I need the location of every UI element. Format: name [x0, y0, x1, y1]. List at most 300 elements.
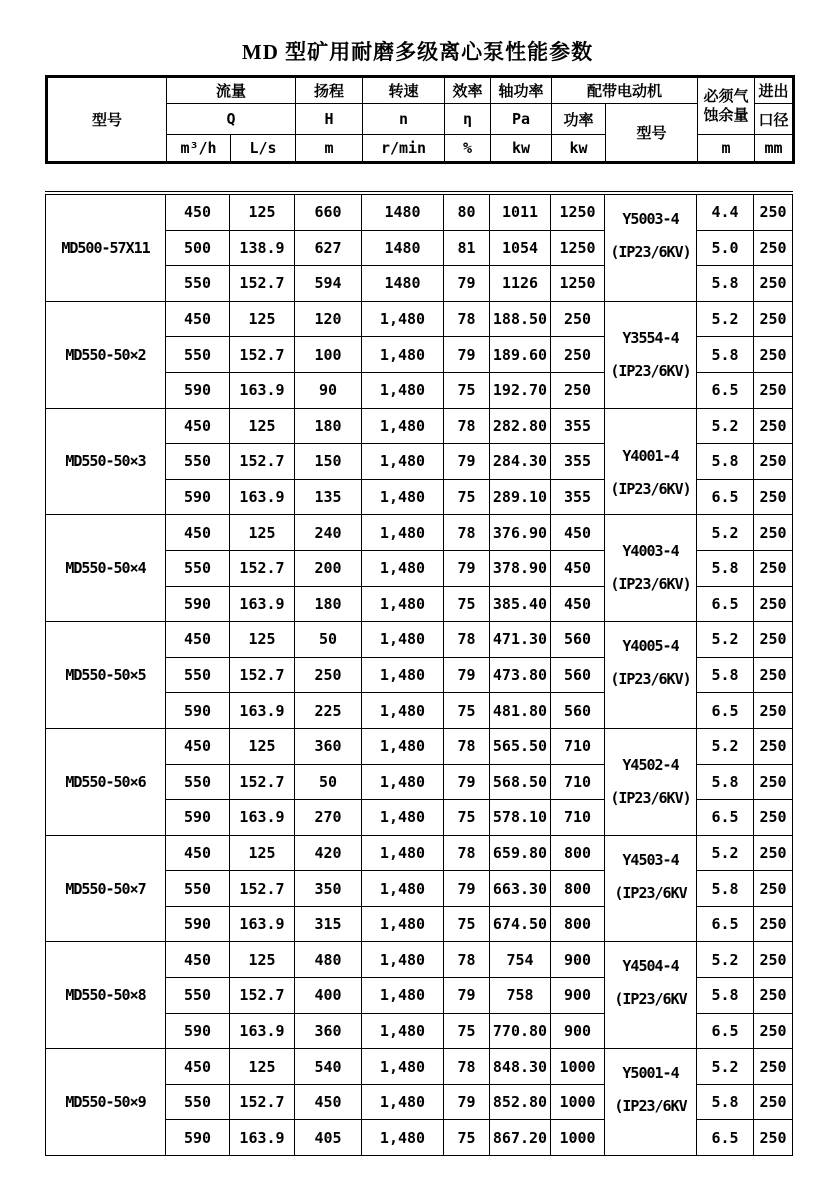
flow-ls-cell: 125: [230, 301, 295, 337]
unit-flow-m3h: m³/h: [167, 135, 231, 163]
pump-data-table: [45, 191, 793, 1156]
shaft-power-cell: 852.80: [490, 1084, 551, 1120]
port-cell: 250: [754, 728, 793, 764]
head-cell: 270: [295, 800, 362, 836]
flow-m3h-cell: 590: [166, 1120, 230, 1156]
pump-model-cell: MD550-50×2: [46, 301, 166, 408]
flow-ls-cell: 125: [230, 193, 295, 230]
speed-cell: 1,480: [362, 515, 444, 551]
col-header-efficiency-symbol: η: [445, 104, 491, 135]
motor-model-cell: [605, 1049, 697, 1156]
efficiency-cell: 75: [444, 586, 490, 622]
motor-power-cell: 250: [551, 337, 605, 373]
port-cell: 250: [754, 266, 793, 302]
npsh-cell: 6.5: [697, 372, 754, 408]
unit-port: mm: [755, 135, 794, 163]
npsh-cell: 6.5: [697, 800, 754, 836]
efficiency-cell: 75: [444, 693, 490, 729]
flow-ls-cell: 163.9: [230, 693, 295, 729]
col-header-port-line1: 进出: [755, 77, 794, 104]
head-cell: 200: [295, 550, 362, 586]
npsh-label-line1: 必须气: [703, 87, 749, 105]
npsh-cell: 4.4: [697, 193, 754, 230]
efficiency-cell: 79: [444, 871, 490, 907]
motor-model-line1: Y5001-4: [622, 1064, 679, 1083]
flow-m3h-cell: 450: [166, 1049, 230, 1085]
npsh-cell: 5.2: [697, 942, 754, 978]
npsh-cell: 5.2: [697, 515, 754, 551]
speed-cell: 1,480: [362, 337, 444, 373]
flow-ls-cell: 152.7: [230, 550, 295, 586]
motor-power-cell: 1000: [551, 1049, 605, 1085]
shaft-power-cell: 754: [490, 942, 551, 978]
shaft-power-cell: 1126: [490, 266, 551, 302]
motor-model-line1: Y4001-4: [622, 447, 679, 466]
pump-table-row: [46, 942, 793, 978]
efficiency-cell: 79: [444, 266, 490, 302]
flow-ls-cell: 152.7: [230, 337, 295, 373]
shaft-power-cell: 867.20: [490, 1120, 551, 1156]
flow-m3h-cell: 450: [166, 515, 230, 551]
flow-m3h-cell: 590: [166, 800, 230, 836]
head-cell: 120: [295, 301, 362, 337]
head-cell: 180: [295, 586, 362, 622]
shaft-power-cell: 848.30: [490, 1049, 551, 1085]
port-cell: 250: [754, 372, 793, 408]
pump-table-row: [46, 1049, 793, 1085]
npsh-cell: 6.5: [697, 1013, 754, 1049]
head-cell: 180: [295, 408, 362, 444]
port-cell: 250: [754, 230, 793, 266]
speed-cell: 1,480: [362, 550, 444, 586]
shaft-power-cell: 758: [490, 978, 551, 1014]
port-cell: 250: [754, 1120, 793, 1156]
npsh-cell: 5.8: [697, 657, 754, 693]
flow-m3h-cell: 590: [166, 906, 230, 942]
npsh-cell: 6.5: [697, 479, 754, 515]
port-cell: 250: [754, 550, 793, 586]
shaft-power-cell: 663.30: [490, 871, 551, 907]
head-cell: 405: [295, 1120, 362, 1156]
port-cell: 250: [754, 301, 793, 337]
efficiency-cell: 75: [444, 372, 490, 408]
port-cell: 250: [754, 657, 793, 693]
speed-cell: 1,480: [362, 764, 444, 800]
flow-ls-cell: 152.7: [230, 1084, 295, 1120]
flow-ls-cell: 125: [230, 728, 295, 764]
efficiency-cell: 79: [444, 657, 490, 693]
speed-cell: 1,480: [362, 301, 444, 337]
page-title: MD 型矿用耐磨多级离心泵性能参数: [241, 40, 594, 64]
pump-table-row: [46, 515, 793, 551]
head-cell: 90: [295, 372, 362, 408]
speed-cell: 1,480: [362, 479, 444, 515]
motor-power-cell: 450: [551, 550, 605, 586]
pump-table-row: [46, 622, 793, 658]
shaft-power-cell: 189.60: [490, 337, 551, 373]
motor-model-line2: (IP23/6KV: [614, 883, 687, 902]
port-cell: 250: [754, 515, 793, 551]
pump-model-cell: MD550-50×8: [46, 942, 166, 1049]
port-cell: 250: [754, 337, 793, 373]
motor-power-cell: 250: [551, 372, 605, 408]
speed-cell: 1,480: [362, 1120, 444, 1156]
motor-power-cell: 355: [551, 444, 605, 480]
document-page: [0, 36, 826, 1156]
shaft-power-cell: 674.50: [490, 906, 551, 942]
motor-model-line1: Y3554-4: [622, 328, 679, 347]
flow-ls-cell: 163.9: [230, 479, 295, 515]
pump-model-cell: MD550-50×5: [46, 622, 166, 729]
efficiency-cell: 78: [444, 835, 490, 871]
flow-ls-cell: 152.7: [230, 871, 295, 907]
motor-model-line2: (IP23/6KV): [610, 243, 691, 261]
flow-ls-cell: 125: [230, 942, 295, 978]
flow-ls-cell: 152.7: [230, 444, 295, 480]
port-cell: 250: [754, 942, 793, 978]
head-cell: 50: [295, 764, 362, 800]
port-cell: 250: [754, 906, 793, 942]
head-cell: 627: [295, 230, 362, 266]
efficiency-cell: 78: [444, 942, 490, 978]
motor-model-line1: Y4003-4: [622, 542, 679, 561]
port-cell: 250: [754, 193, 793, 230]
unit-shaft-power: kw: [491, 135, 552, 163]
motor-power-cell: 800: [551, 906, 605, 942]
shaft-power-cell: 284.30: [490, 444, 551, 480]
head-cell: 480: [295, 942, 362, 978]
col-header-flow: 流量: [167, 77, 296, 104]
shaft-power-cell: 1011: [490, 193, 551, 230]
flow-ls-cell: 163.9: [230, 586, 295, 622]
unit-flow-ls: L/s: [231, 135, 296, 163]
motor-power-cell: 355: [551, 408, 605, 444]
head-cell: 400: [295, 978, 362, 1014]
flow-m3h-cell: 550: [166, 1084, 230, 1120]
flow-m3h-cell: 500: [166, 230, 230, 266]
speed-cell: 1480: [362, 266, 444, 302]
pump-model-cell: MD550-50×3: [46, 408, 166, 515]
flow-ls-cell: 163.9: [230, 800, 295, 836]
head-cell: 360: [295, 1013, 362, 1049]
pump-model-cell: MD550-50×4: [46, 515, 166, 622]
motor-power-cell: 1250: [551, 266, 605, 302]
speed-cell: 1480: [362, 230, 444, 266]
speed-cell: 1,480: [362, 942, 444, 978]
motor-power-cell: 560: [551, 693, 605, 729]
shaft-power-cell: 659.80: [490, 835, 551, 871]
flow-ls-cell: 125: [230, 408, 295, 444]
shaft-power-cell: 578.10: [490, 800, 551, 836]
flow-m3h-cell: 550: [166, 444, 230, 480]
npsh-cell: 5.8: [697, 266, 754, 302]
flow-m3h-cell: 590: [166, 586, 230, 622]
flow-m3h-cell: 550: [166, 657, 230, 693]
flow-m3h-cell: 450: [166, 622, 230, 658]
shaft-power-cell: 378.90: [490, 550, 551, 586]
npsh-cell: 6.5: [697, 693, 754, 729]
head-cell: 660: [295, 193, 362, 230]
head-cell: 594: [295, 266, 362, 302]
npsh-cell: 5.2: [697, 835, 754, 871]
motor-power-cell: 355: [551, 479, 605, 515]
port-cell: 250: [754, 586, 793, 622]
col-header-motor: 配带电动机: [552, 77, 698, 104]
motor-power-cell: 250: [551, 301, 605, 337]
motor-model-line1: Y4005-4: [622, 637, 679, 656]
motor-power-cell: 710: [551, 728, 605, 764]
efficiency-cell: 80: [444, 193, 490, 230]
head-cell: 315: [295, 906, 362, 942]
motor-model-line2: (IP23/6KV): [610, 670, 691, 689]
efficiency-cell: 75: [444, 800, 490, 836]
flow-m3h-cell: 550: [166, 978, 230, 1014]
motor-model-line2: (IP23/6KV): [610, 788, 691, 807]
flow-ls-cell: 125: [230, 835, 295, 871]
pump-table-row: [46, 301, 793, 337]
head-cell: 135: [295, 479, 362, 515]
shaft-power-cell: 385.40: [490, 586, 551, 622]
efficiency-cell: 79: [444, 444, 490, 480]
port-cell: 250: [754, 444, 793, 480]
flow-ls-cell: 138.9: [230, 230, 295, 266]
npsh-cell: 5.2: [697, 1049, 754, 1085]
motor-model-cell: [605, 835, 697, 942]
port-cell: 250: [754, 764, 793, 800]
unit-motor-power: kw: [552, 135, 606, 163]
npsh-cell: 5.8: [697, 337, 754, 373]
flow-ls-cell: 152.7: [230, 266, 295, 302]
port-cell: 250: [754, 408, 793, 444]
col-header-speed: 转速: [363, 77, 445, 104]
flow-m3h-cell: 590: [166, 479, 230, 515]
unit-head: m: [296, 135, 363, 163]
npsh-cell: 5.8: [697, 444, 754, 480]
flow-m3h-cell: 550: [166, 550, 230, 586]
head-cell: 540: [295, 1049, 362, 1085]
motor-model-cell: [605, 193, 697, 301]
motor-power-cell: 900: [551, 942, 605, 978]
speed-cell: 1,480: [362, 800, 444, 836]
flow-m3h-cell: 590: [166, 693, 230, 729]
unit-efficiency: %: [445, 135, 491, 163]
motor-model-line1: Y5003-4: [622, 210, 679, 228]
efficiency-cell: 79: [444, 1084, 490, 1120]
npsh-cell: 5.2: [697, 728, 754, 764]
col-header-efficiency: 效率: [445, 77, 491, 104]
col-header-head: 扬程: [296, 77, 363, 104]
efficiency-cell: 75: [444, 906, 490, 942]
flow-m3h-cell: 550: [166, 337, 230, 373]
motor-power-cell: 450: [551, 586, 605, 622]
efficiency-cell: 81: [444, 230, 490, 266]
motor-power-cell: 560: [551, 622, 605, 658]
shaft-power-cell: 192.70: [490, 372, 551, 408]
port-cell: 250: [754, 622, 793, 658]
pump-model-cell: MD500-57X11: [46, 193, 166, 301]
flow-m3h-cell: 590: [166, 372, 230, 408]
flow-ls-cell: 163.9: [230, 1120, 295, 1156]
motor-power-cell: 800: [551, 871, 605, 907]
flow-ls-cell: 125: [230, 515, 295, 551]
col-header-npsh: [698, 77, 755, 135]
efficiency-cell: 78: [444, 622, 490, 658]
flow-m3h-cell: 450: [166, 408, 230, 444]
head-cell: 150: [295, 444, 362, 480]
efficiency-cell: 79: [444, 550, 490, 586]
speed-cell: 1,480: [362, 408, 444, 444]
motor-model-line1: Y4504-4: [622, 957, 679, 976]
col-header-speed-symbol: n: [363, 104, 445, 135]
header-table: [45, 75, 795, 164]
npsh-cell: 5.8: [697, 764, 754, 800]
npsh-cell: 5.2: [697, 408, 754, 444]
port-cell: 250: [754, 693, 793, 729]
motor-power-cell: 800: [551, 835, 605, 871]
flow-ls-cell: 125: [230, 622, 295, 658]
speed-cell: 1,480: [362, 1013, 444, 1049]
port-cell: 250: [754, 1013, 793, 1049]
npsh-cell: 5.0: [697, 230, 754, 266]
flow-m3h-cell: 550: [166, 871, 230, 907]
shaft-power-cell: 289.10: [490, 479, 551, 515]
motor-model-line2: (IP23/6KV: [614, 990, 687, 1009]
shaft-power-cell: 471.30: [490, 622, 551, 658]
motor-model-cell: [605, 515, 697, 622]
col-header-shaft-power-symbol: Pa: [491, 104, 552, 135]
col-header-flow-symbol: Q: [167, 104, 296, 135]
flow-ls-cell: 152.7: [230, 978, 295, 1014]
col-header-head-symbol: H: [296, 104, 363, 135]
motor-power-cell: 900: [551, 1013, 605, 1049]
flow-m3h-cell: 450: [166, 835, 230, 871]
shaft-power-cell: 376.90: [490, 515, 551, 551]
col-header-model: 型号: [47, 77, 167, 163]
motor-power-cell: 1250: [551, 230, 605, 266]
flow-ls-cell: 152.7: [230, 764, 295, 800]
port-cell: 250: [754, 1049, 793, 1085]
npsh-cell: 5.2: [697, 622, 754, 658]
speed-cell: 1,480: [362, 657, 444, 693]
col-header-motor-power: 功率: [552, 104, 606, 135]
motor-power-cell: 710: [551, 764, 605, 800]
col-header-port-line2: 口径: [755, 104, 794, 135]
unit-speed: r/min: [363, 135, 445, 163]
header-row-1: [47, 77, 794, 104]
speed-cell: 1,480: [362, 906, 444, 942]
motor-power-cell: 1250: [551, 193, 605, 230]
npsh-cell: 5.8: [697, 978, 754, 1014]
motor-model-cell: [605, 622, 697, 729]
speed-cell: 1,480: [362, 871, 444, 907]
head-cell: 225: [295, 693, 362, 729]
shaft-power-cell: 282.80: [490, 408, 551, 444]
npsh-cell: 6.5: [697, 906, 754, 942]
flow-m3h-cell: 550: [166, 266, 230, 302]
efficiency-cell: 75: [444, 1120, 490, 1156]
motor-model-cell: [605, 942, 697, 1049]
port-cell: 250: [754, 835, 793, 871]
efficiency-cell: 78: [444, 408, 490, 444]
speed-cell: 1,480: [362, 728, 444, 764]
flow-ls-cell: 163.9: [230, 906, 295, 942]
pump-model-cell: MD550-50×9: [46, 1049, 166, 1156]
motor-model-line1: Y4502-4: [622, 755, 679, 774]
port-cell: 250: [754, 978, 793, 1014]
port-cell: 250: [754, 1084, 793, 1120]
efficiency-cell: 79: [444, 978, 490, 1014]
flow-m3h-cell: 450: [166, 728, 230, 764]
motor-power-cell: 1000: [551, 1084, 605, 1120]
head-cell: 240: [295, 515, 362, 551]
head-cell: 420: [295, 835, 362, 871]
motor-model-cell: [605, 301, 697, 408]
pump-table-row: [46, 193, 793, 230]
unit-npsh: m: [698, 135, 755, 163]
motor-model-cell: [605, 408, 697, 515]
speed-cell: 1,480: [362, 622, 444, 658]
pump-table-row: [46, 728, 793, 764]
npsh-label-line2: 蚀余量: [703, 106, 749, 124]
flow-m3h-cell: 450: [166, 301, 230, 337]
head-cell: 450: [295, 1084, 362, 1120]
efficiency-cell: 78: [444, 728, 490, 764]
shaft-power-cell: 473.80: [490, 657, 551, 693]
speed-cell: 1,480: [362, 835, 444, 871]
col-header-motor-model: 型号: [606, 104, 698, 163]
pump-table-row: [46, 835, 793, 871]
npsh-cell: 5.8: [697, 1084, 754, 1120]
flow-ls-cell: 163.9: [230, 372, 295, 408]
shaft-power-cell: 568.50: [490, 764, 551, 800]
shaft-power-cell: 565.50: [490, 728, 551, 764]
pump-table-row: [46, 408, 793, 444]
speed-cell: 1,480: [362, 444, 444, 480]
speed-cell: 1480: [362, 193, 444, 230]
speed-cell: 1,480: [362, 978, 444, 1014]
motor-power-cell: 1000: [551, 1120, 605, 1156]
efficiency-cell: 79: [444, 764, 490, 800]
speed-cell: 1,480: [362, 1084, 444, 1120]
port-cell: 250: [754, 871, 793, 907]
pump-model-cell: MD550-50×7: [46, 835, 166, 942]
motor-power-cell: 710: [551, 800, 605, 836]
npsh-cell: 5.8: [697, 871, 754, 907]
speed-cell: 1,480: [362, 372, 444, 408]
head-cell: 250: [295, 657, 362, 693]
pump-table-body: [46, 193, 793, 1156]
flow-m3h-cell: 450: [166, 942, 230, 978]
npsh-cell: 6.5: [697, 1120, 754, 1156]
shaft-power-cell: 1054: [490, 230, 551, 266]
head-cell: 360: [295, 728, 362, 764]
col-header-shaft-power: 轴功率: [491, 77, 552, 104]
flow-m3h-cell: 450: [166, 193, 230, 230]
motor-model-line2: (IP23/6KV): [610, 575, 691, 594]
flow-m3h-cell: 550: [166, 764, 230, 800]
efficiency-cell: 75: [444, 1013, 490, 1049]
efficiency-cell: 78: [444, 301, 490, 337]
flow-ls-cell: 152.7: [230, 657, 295, 693]
npsh-cell: 6.5: [697, 586, 754, 622]
shaft-power-cell: 481.80: [490, 693, 551, 729]
efficiency-cell: 75: [444, 479, 490, 515]
motor-power-cell: 560: [551, 657, 605, 693]
flow-ls-cell: 163.9: [230, 1013, 295, 1049]
port-cell: 250: [754, 800, 793, 836]
npsh-cell: 5.8: [697, 550, 754, 586]
shaft-power-cell: 770.80: [490, 1013, 551, 1049]
